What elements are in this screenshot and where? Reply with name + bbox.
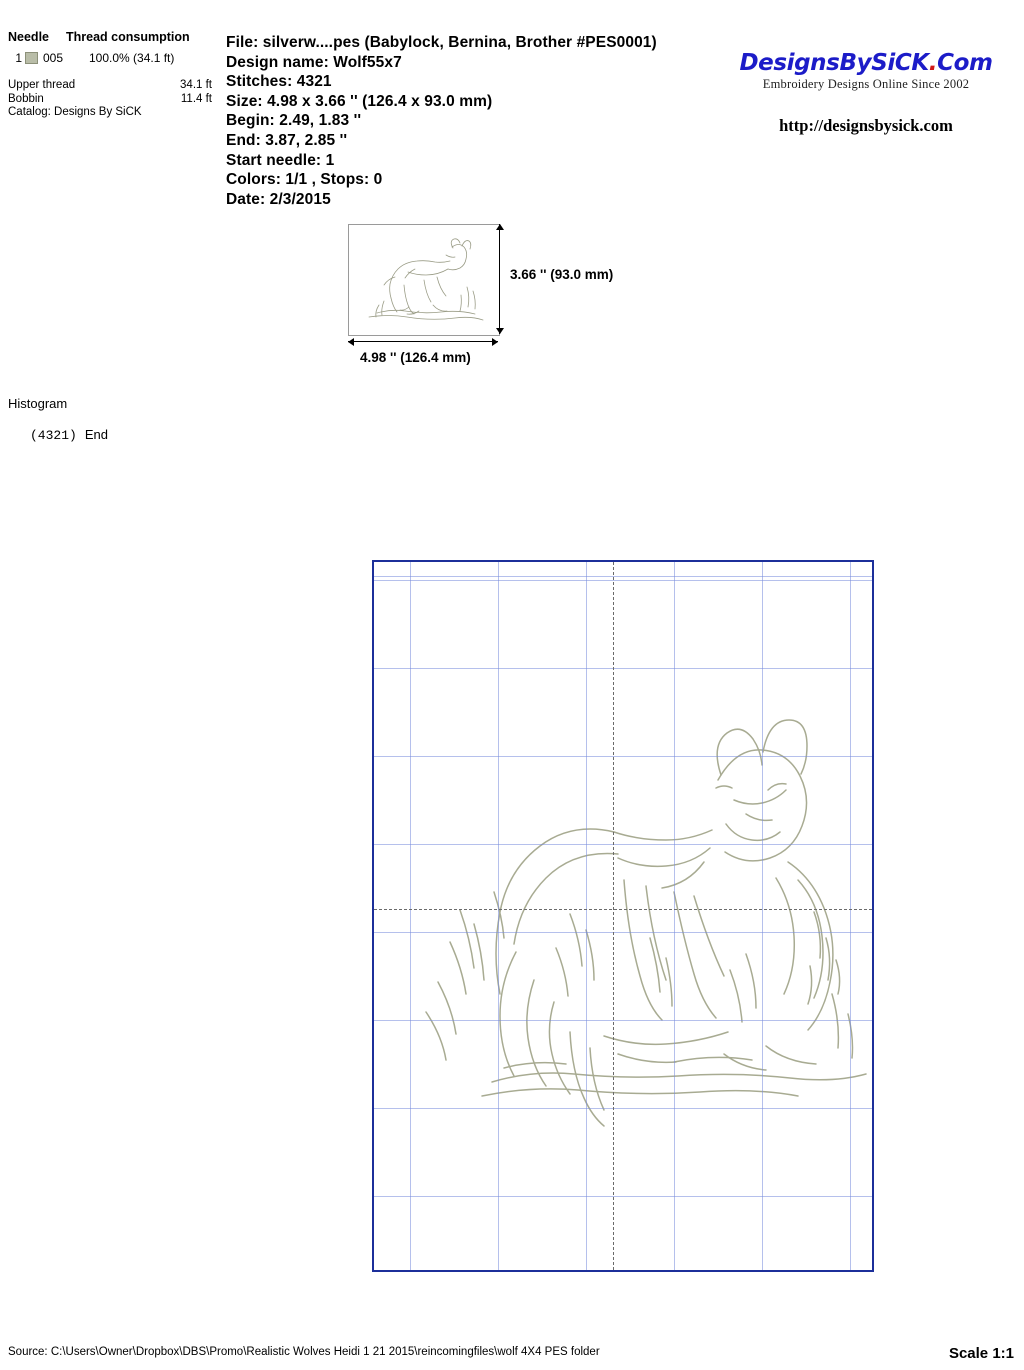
thread-percent: 100.0% (34.1 ft) bbox=[89, 51, 175, 65]
info-end: End: 3.87, 2.85 '' bbox=[226, 131, 348, 149]
histogram-entry bbox=[30, 427, 108, 443]
list-item bbox=[8, 93, 212, 107]
thread-totals bbox=[8, 79, 218, 120]
brand-logo bbox=[716, 50, 1016, 136]
needle-table-header bbox=[8, 30, 218, 44]
website-url[interactable]: http://designsbysick.com bbox=[779, 116, 953, 135]
histogram-label: End bbox=[84, 427, 108, 442]
info-begin: Begin: 2.49, 1.83 '' bbox=[226, 112, 362, 130]
logo-by: By bbox=[839, 50, 872, 76]
table-row bbox=[8, 51, 218, 65]
logo-wordmark bbox=[716, 50, 1016, 76]
preview-vertical-axis bbox=[613, 562, 614, 1270]
info-size: Size: 4.98 x 3.66 '' (126.4 x 93.0 mm) bbox=[226, 92, 493, 110]
needle-column-header: Needle bbox=[8, 30, 49, 44]
upper-thread-value: 34.1 ft bbox=[180, 79, 212, 91]
bobbin-value: 11.4 ft bbox=[180, 92, 212, 105]
catalog-line: Catalog: Designs By SiCK bbox=[8, 106, 142, 118]
preview-grid bbox=[374, 562, 872, 1270]
height-dimension-line bbox=[499, 224, 500, 334]
width-dimension-line bbox=[348, 341, 498, 342]
logo-dot: . bbox=[928, 50, 938, 76]
design-thumbnail-area bbox=[348, 224, 614, 365]
thread-code: 005 bbox=[43, 51, 64, 65]
logo-sick: SiCK bbox=[871, 50, 929, 76]
thread-consumption-column-header: Thread consumption bbox=[66, 30, 190, 44]
design-info bbox=[226, 33, 657, 209]
height-dimension-label: 3.66 '' (93.0 mm) bbox=[510, 267, 614, 282]
info-colors: Colors: 1/1 , Stops: 0 bbox=[226, 171, 383, 189]
bobbin-label: Bobbin bbox=[8, 92, 44, 105]
wolf-thumbnail-icon bbox=[349, 225, 499, 335]
width-dimension-label: 4.98 '' (126.4 mm) bbox=[360, 350, 471, 365]
info-design-name: Design name: Wolf55x7 bbox=[226, 53, 402, 71]
logo-com: Com bbox=[937, 50, 993, 76]
logo-designs: Designs bbox=[739, 50, 840, 76]
thread-color-swatch bbox=[25, 52, 38, 64]
preview-horizontal-axis bbox=[374, 909, 872, 910]
info-stitches: Stitches: 4321 bbox=[226, 73, 332, 91]
histogram-title: Histogram bbox=[8, 396, 68, 411]
list-item bbox=[8, 79, 212, 93]
needle-number: 1 bbox=[15, 51, 22, 65]
histogram-count: (4321) bbox=[30, 428, 77, 443]
stitch-preview[interactable] bbox=[372, 560, 874, 1272]
scale-label: Scale 1:1 bbox=[948, 1345, 1014, 1362]
needle-thread-table bbox=[8, 30, 218, 120]
logo-tagline: Embroidery Designs Online Since 2002 bbox=[762, 77, 970, 91]
info-start-needle: Start needle: 1 bbox=[226, 151, 335, 169]
source-path: Source: C:\Users\Owner\Dropbox\DBS\Promo\Realistic Wolves Heidi 1 21 2015\reincomingfiles\wolf 4X4 PES folder bbox=[8, 1346, 600, 1358]
info-file: File: silverw....pes (Babylock, Bernina, Brother #PES0001) bbox=[226, 34, 657, 51]
upper-thread-label: Upper thread bbox=[8, 79, 76, 91]
info-date: Date: 2/3/2015 bbox=[226, 190, 331, 208]
design-thumbnail bbox=[348, 224, 500, 336]
